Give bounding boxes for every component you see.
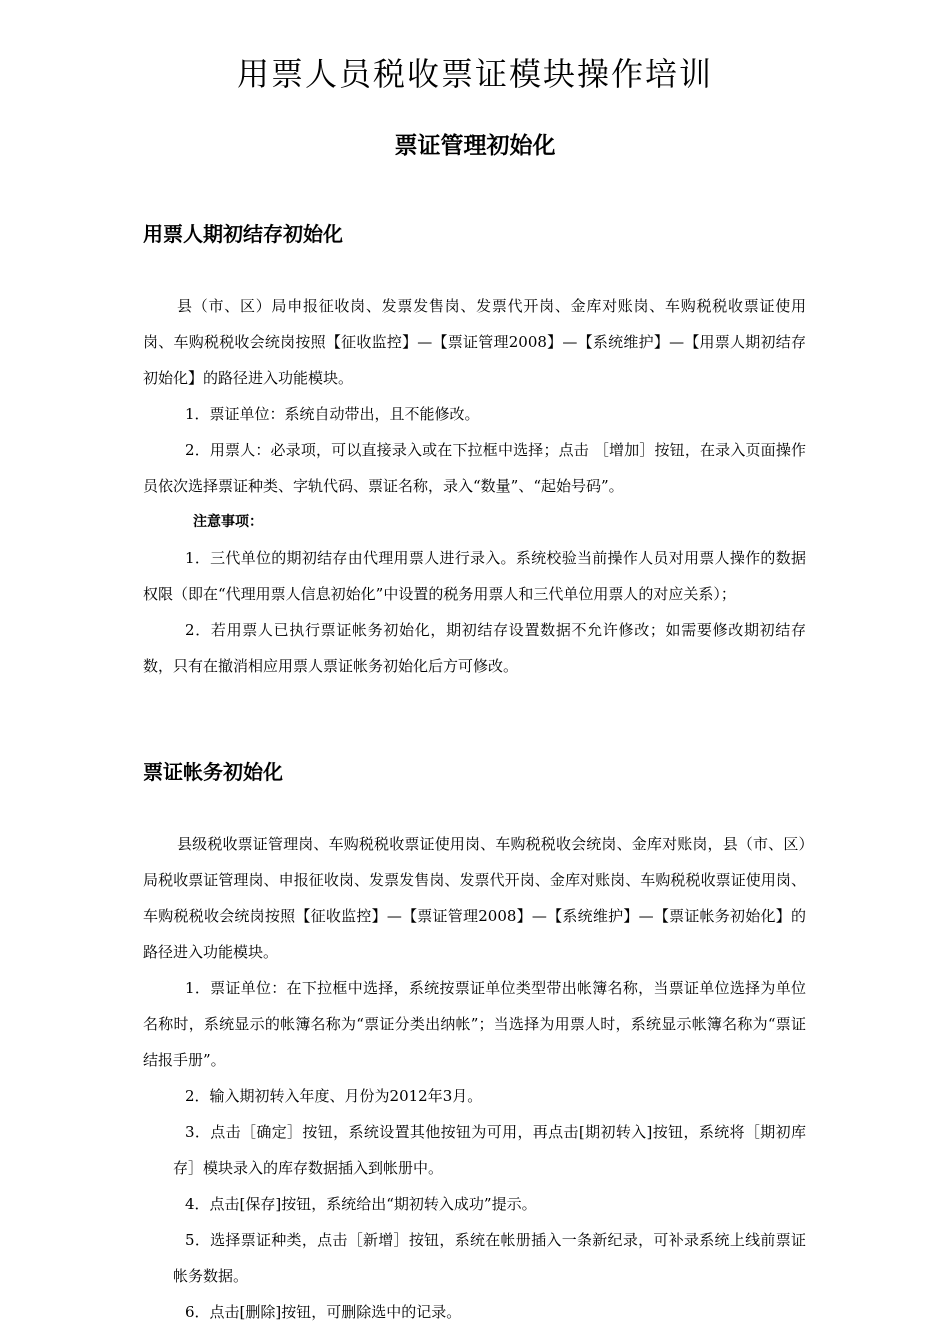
section2-item-3: 3．点击［确定］按钮，系统设置其他按钮为可用，再点击[期初转入]按钮，系统将［期初库存］模块录入的库存数据插入到帐册中。 <box>173 1123 806 1177</box>
section1-note-2: 2．若用票人已执行票证帐务初始化，期初结存设置数据不允许修改；如需要修改期初结存数，只有在撤消相应用票人票证帐务初始化后方可修改。 <box>143 621 806 675</box>
section1-intro: 县（市、区）局申报征收岗、发票发售岗、发票代开岗、金库对账岗、车购税税收票证使用岗、车购税税收会统岗按照【征收监控】—【票证管理2008】—【系统维护】—【用票人期初结存初始化】的路径进入功能模块。 <box>143 297 806 387</box>
section-heading-opening-balance: 用票人期初结存初始化 <box>143 222 343 246</box>
section1-note-1: 1．三代单位的期初结存由代理用票人进行录入。系统校验当前操作人员对用票人操作的数据权限（即在“代理用票人信息初始化”中设置的税务用票人和三代单位用票人的对应关系）； <box>143 549 806 603</box>
notes-label: 注意事项： <box>193 514 263 530</box>
document-subtitle: 票证管理初始化 <box>394 133 556 159</box>
section2-item-4: 4．点击[保存]按钮，系统给出“期初转入成功”提示。 <box>185 1195 537 1213</box>
section2-item-2: 2．输入期初转入年度、月份为2012年3月。 <box>185 1087 483 1105</box>
section1-item-1: 1．票证单位：系统自动带出，且不能修改。 <box>185 405 480 423</box>
section-body-ledger-init <box>143 826 806 1330</box>
document-title: 用票人员税收票证模块操作培训 <box>236 55 713 93</box>
section2-intro: 县级税收票证管理岗、车购税税收票证使用岗、车购税税收会统岗、金库对账岗，县（市、区）局税收票证管理岗、申报征收岗、发票发售岗、发票代开岗、金库对账岗、车购税税收票证使用岗、车购税税收会统岗按照【征收监控】—【票证管理2008】—【系统维护】—【票证帐务初始化】的路径进入功能模块。 <box>143 835 806 961</box>
section2-item-6: 6．点击[删除]按钮，可删除选中的记录。 <box>185 1303 462 1321</box>
section2-item-1: 1．票证单位：在下拉框中选择，系统按票证单位类型带出帐簿名称，当票证单位选择为单位名称时，系统显示的帐簿名称为“票证分类出纳帐”；当选择为用票人时，系统显示帐簿名称为“票证结报手册”。 <box>143 979 806 1069</box>
section1-item-2: 2．用票人：必录项，可以直接录入或在下拉框中选择；点击 ［增加］按钮，在录入页面操作员依次选择票证种类、字轨代码、票证名称，录入“数量”、“起始号码”。 <box>143 441 806 495</box>
section-heading-ledger-init: 票证帐务初始化 <box>143 760 283 784</box>
section-body-opening-balance <box>143 288 806 684</box>
section2-item-5: 5．选择票证种类，点击［新增］按钮，系统在帐册插入一条新纪录，可补录系统上线前票证帐务数据。 <box>173 1231 806 1285</box>
